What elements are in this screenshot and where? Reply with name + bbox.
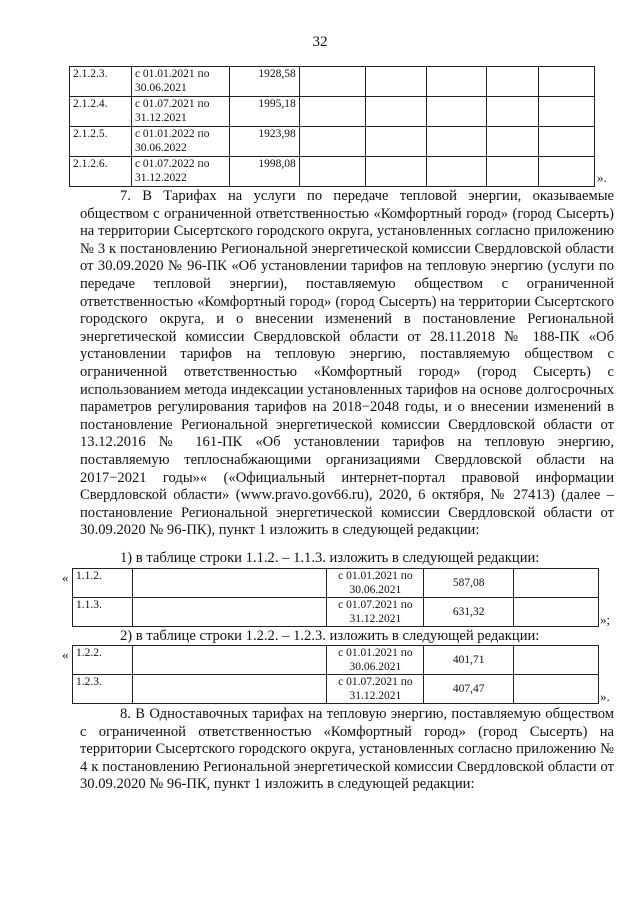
table-row	[70, 157, 595, 187]
sub-item-1: 1) в таблице строки 1.1.2. – 1.1.3. изложить в следующей редакции:	[120, 550, 540, 566]
table-row	[70, 127, 595, 157]
row-code: 2.1.2.4.	[70, 97, 132, 127]
tariff-table-1-1	[72, 568, 599, 627]
table-row	[70, 97, 595, 127]
row-value: 407,47	[424, 675, 514, 704]
closing-quote: »;	[600, 612, 611, 627]
row-code: 1.1.2.	[73, 569, 133, 598]
table-row	[73, 646, 599, 675]
row-period: с 01.01.2021 по 30.06.2021	[327, 569, 424, 598]
row-period: с 01.01.2022 по 30.06.2022	[131, 127, 229, 157]
row-code: 1.2.3.	[73, 675, 133, 704]
opening-quote: «	[62, 570, 69, 585]
closing-quote: ».	[597, 170, 607, 185]
row-value: 631,32	[424, 598, 514, 627]
row-period: с 01.07.2021 по 31.12.2021	[327, 598, 424, 627]
row-period: с 01.07.2021 по 31.12.2021	[131, 97, 229, 127]
row-value: 1923,98	[229, 127, 299, 157]
paragraph-7: 7. В Тарифах на услуги по передаче тепловой энергии, оказываемые обществом с ограниченной ответственностью «Комфортный город» (город Сысерть) на территории Сысертского городского округа, установленных согласно приложению № 3 к постановлению Региональной энергетической комиссии Свердловской области от 30.09.2020 № 96-ПК «Об установлении тарифов на тепловую энергию (услуги по передаче тепловой энергии), поставляемую обществом с ограниченной ответственностью «Комфортный город» (город Сысерть) на территории Сысертского городского округа, и о внесении изменений в постановление Региональной энергетической комиссии Свердловской области от 28.11.2018 № 188-ПК «Об установлении тарифов на тепловую энергию, поставляемую обществом с ограниченной ответственностью «Комфортный город» (город Сысерть) с использованием метода индексации установленных тарифов на основе долгосрочных параметров регулирования тарифов на 2018−2048 годы, и о внесении изменений в постановление Региональной энергетической комиссии Свердловской области от 13.12.2016 № 161-ПК «Об установлении тарифов на тепловую энергию, поставляемую теплоснабжающими организациями Свердловской области на 2017−2021 годы»« («Официальный интернет-портал правовой информации Свердловской области» (www.pravo.gov66.ru), 2020, 6 октября, № 27413) (далее – постановление Региональной энергетической комиссии Свердловской области от 30.09.2020 № 96-ПК), пункт 1 изложить в следующей редакции:	[80, 188, 614, 539]
closing-quote: ».	[600, 689, 610, 704]
row-value: 1998,08	[229, 157, 299, 187]
row-code: 2.1.2.3.	[70, 67, 132, 97]
row-value: 1995,18	[229, 97, 299, 127]
tariff-table-continuation	[69, 66, 595, 187]
table-row	[73, 598, 599, 627]
row-code: 2.1.2.5.	[70, 127, 132, 157]
paragraph-8: 8. В Одноставочных тарифах на тепловую энергию, поставляемую обществом с ограниченной ответственностью «Комфортный город» (город Сысерть) на территории Сысертского городского округа, установленных согласно приложению № 4 к постановлению Региональной энергетической комиссии Свердловской области от 30.09.2020 № 96-ПК, пункт 1 изложить в следующей редакции:	[80, 706, 614, 793]
sub-item-2: 2) в таблице строки 1.2.2. – 1.2.3. изложить в следующей редакции:	[120, 628, 540, 644]
table-row	[73, 675, 599, 704]
row-value: 401,71	[424, 646, 514, 675]
opening-quote: «	[62, 647, 69, 662]
tariff-table-1-2	[72, 645, 599, 704]
table-row	[70, 67, 595, 97]
row-value: 1928,58	[229, 67, 299, 97]
row-period: с 01.07.2022 по 31.12.2022	[131, 157, 229, 187]
row-code: 2.1.2.6.	[70, 157, 132, 187]
row-code: 1.2.2.	[73, 646, 133, 675]
table-row	[73, 569, 599, 598]
page-number: 32	[312, 34, 328, 50]
row-period: с 01.07.2021 по 31.12.2021	[327, 675, 424, 704]
row-code: 1.1.3.	[73, 598, 133, 627]
row-period: с 01.01.2021 по 30.06.2021	[327, 646, 424, 675]
row-value: 587,08	[424, 569, 514, 598]
row-period: с 01.01.2021 по 30.06.2021	[131, 67, 229, 97]
